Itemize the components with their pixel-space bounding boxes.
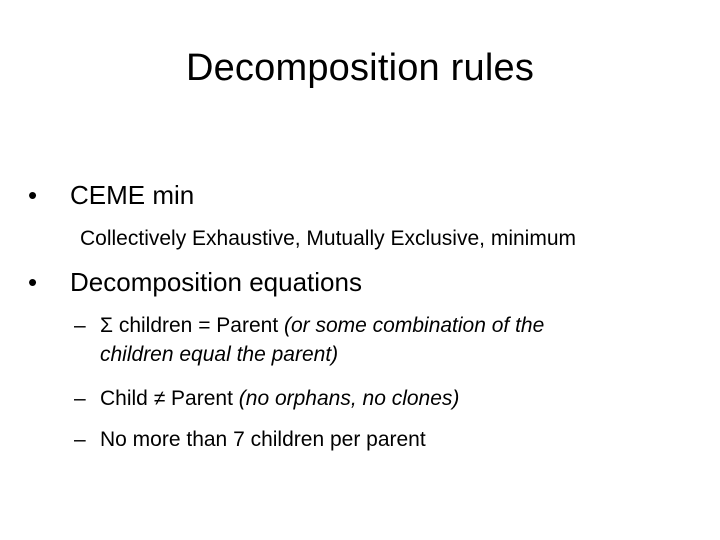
dash-icon: – [74,387,86,410]
bullet-ceme-min [28,178,194,212]
slide-title: Decomposition rules [185,47,535,89]
subitem-sum-children [74,311,544,341]
bullet-text: Decomposition equations [70,267,362,297]
bullet-icon: • [28,180,38,210]
bullet-decomposition-equations [28,265,362,299]
subitem-text: Child ≠ Parent [100,387,239,410]
subitem-text: Σ children = Parent [100,314,284,337]
subitem-italic-note: (no orphans, no clones) [238,387,460,410]
subitem-child-not-parent [74,384,459,414]
subitem-italic-continuation: children equal the parent) [100,343,339,366]
dash-icon: – [74,428,86,451]
bullet-icon: • [28,267,38,297]
bullet-text: CEME min [70,180,195,210]
subitem-italic-note: (or some combination of the [284,314,545,337]
ceme-definition: Collectively Exhaustive, Mutually Exclusive, minimum [80,227,576,250]
subitem-text: No more than 7 children per parent [100,428,426,451]
dash-icon: – [74,314,86,337]
subitem-sum-children-continuation [74,340,338,370]
subitem-max-children [74,425,426,455]
